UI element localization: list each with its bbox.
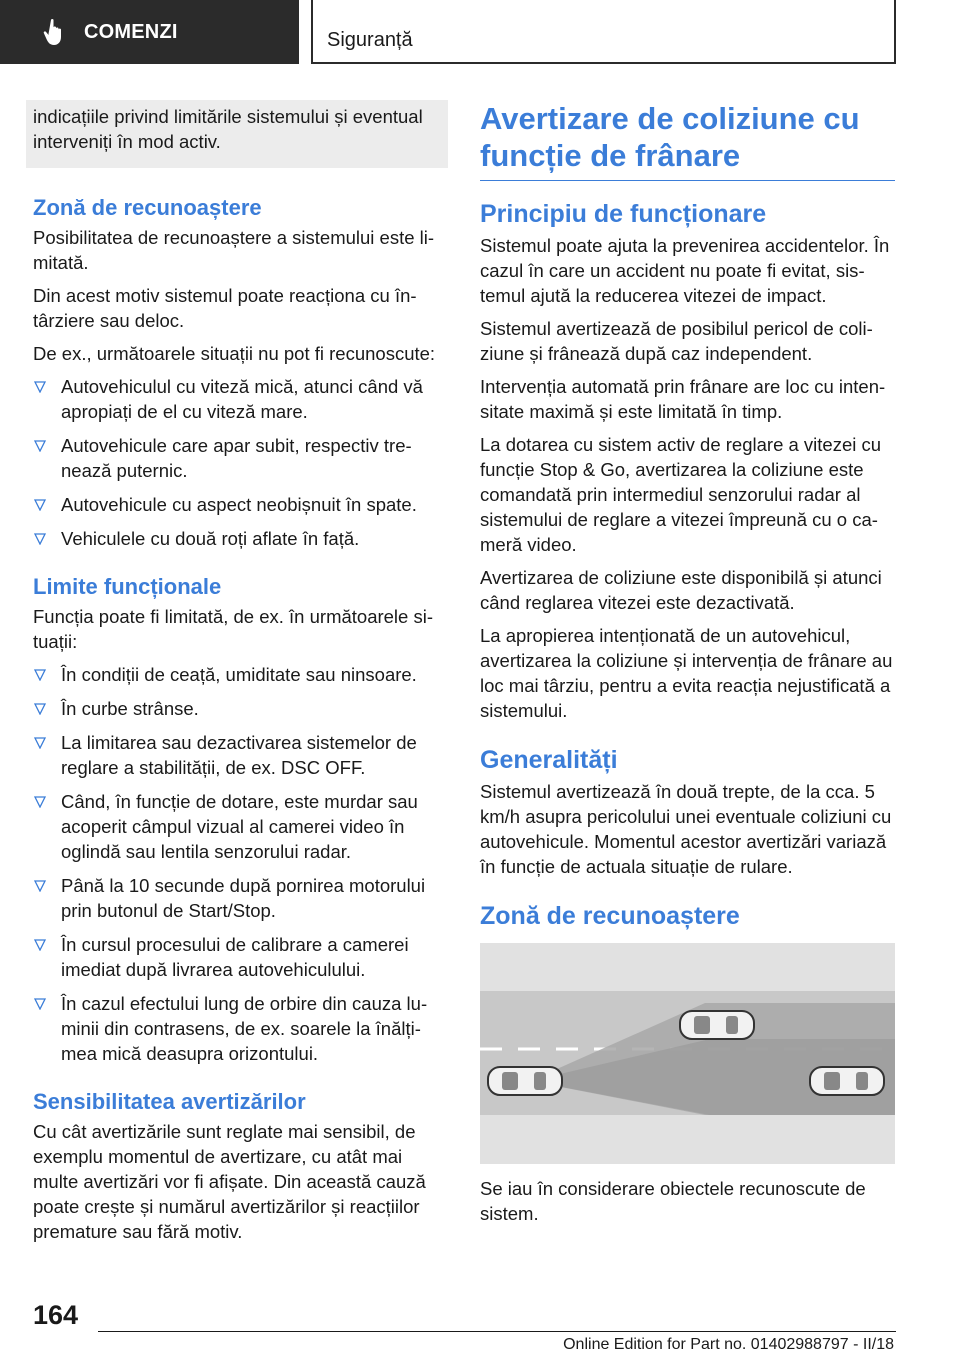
principle-paragraph: La dotarea cu sistem activ de reglare a vitezei cu funcție Stop & Go, avertizarea la coliziune este comandată prin intermediul senzorului radar al sistemului de reglare a vitezei împreună cu o cameră video. (480, 434, 882, 555)
edition-text: Online Edition for Part no. 01402988797 - II/18 (563, 1336, 894, 1353)
recognition-zone-figure (480, 943, 895, 1164)
intro-note-box (26, 100, 448, 168)
list-item: Până la 10 secunde după pornirea motorului prin butonul de Start/Stop. (33, 873, 448, 923)
figure-caption: Se iau în considerare obiectele recunoscute de sistem. (480, 1178, 866, 1224)
principle-paragraph: Sistemul avertizează de posibilul pericol de coliziune și frânează după caz independent. (480, 318, 873, 364)
triangle-bullet-icon (34, 880, 46, 892)
sensitivity-paragraph: Cu cât avertizările sunt reglate mai sensibil, de exemplu momentul de avertizare, cu atât mai multe avertizări vor fi afișate. Din această cauză poate crește și numărul avertizărilor și reacțiilor premature sau fără motiv. (33, 1121, 426, 1242)
recognition-list (33, 374, 448, 551)
principle-heading: Principiu de funcționare (480, 200, 767, 228)
recognition-paragraph: De ex., următoarele situații nu pot fi recunoscute: (33, 343, 436, 364)
car-icon (680, 1011, 754, 1039)
recognition-zone-heading: Zonă de recunoaștere (480, 902, 740, 930)
list-item: Autovehicule care apar subit, respectiv trenează puternic. (33, 433, 448, 483)
triangle-bullet-icon (34, 998, 46, 1010)
intro-text: indicațiile privind limitările sistemului și eventual interveniți în mod activ. (33, 106, 423, 152)
section-title: Siguranță (327, 29, 413, 51)
chapter-tab[interactable] (0, 0, 299, 64)
principle-paragraph: Avertizarea de coliziune este disponibilă și atunci când reglarea vitezei este dezactivată. (480, 567, 882, 613)
triangle-bullet-icon (34, 796, 46, 808)
list-item: Autovehicule cu aspect neobișnuit în spate. (33, 492, 448, 517)
triangle-bullet-icon (34, 381, 46, 393)
car-icon (488, 1067, 562, 1095)
list-item: În curbe strânse. (33, 696, 448, 721)
recognition-paragraph: Posibilitatea de recunoaștere a sistemului este limitată. (33, 227, 435, 273)
triangle-bullet-icon (34, 737, 46, 749)
triangle-bullet-icon (34, 939, 46, 951)
limits-paragraph: Funcția poate fi limitată, de ex. în următoarele situații: (33, 606, 434, 652)
chapter-title: COMENZI (84, 20, 178, 43)
limits-list (33, 662, 448, 1066)
recognition-paragraph: Din acest motiv sistemul poate reacționa cu întârziere sau deloc. (33, 285, 417, 331)
section-header (311, 0, 896, 64)
sensitivity-heading: Sensibilitatea avertizărilor (33, 1089, 306, 1114)
list-item: Vehiculele cu două roți aflate în față. (33, 526, 448, 551)
recognition-heading: Zonă de recunoaștere (33, 195, 262, 220)
road-illustration (480, 943, 895, 1164)
triangle-bullet-icon (34, 669, 46, 681)
footer-divider (98, 1331, 896, 1332)
left-column (33, 100, 448, 1252)
limits-heading: Limite funcționale (33, 574, 222, 599)
list-item: Când, în funcție de dotare, este murdar sau acoperit câmpul vizual al camerei video în oglindă sau lentila senzorului radar. (33, 789, 448, 864)
triangle-bullet-icon (34, 440, 46, 452)
right-column (480, 100, 895, 1234)
principle-paragraph: Sistemul poate ajuta la prevenirea accidentelor. În cazul în care un accident nu poate fi evitat, sistemul ajută la reducerea vitezei de impact. (480, 235, 890, 306)
page-title: Avertizare de coliziune cu funcție de frânare (480, 100, 895, 181)
principle-paragraph: Intervenția automată prin frânare are loc cu intensitate maximă și este limitată în timp. (480, 376, 886, 422)
hand-pointer-icon (38, 17, 68, 47)
triangle-bullet-icon (34, 703, 46, 715)
list-item: Autovehiculul cu viteză mică, atunci când vă apropiați de el cu viteză mare. (33, 374, 448, 424)
list-item: La limitarea sau dezactivarea sistemelor de reglare a stabilității, de ex. DSC OFF. (33, 730, 448, 780)
list-item: În cazul efectului lung de orbire din cauza luminii din contrasens, de ex. soarele la înălțimea mică deasupra orizontului. (33, 991, 448, 1066)
general-heading: Generalități (480, 746, 618, 774)
list-item: În condiții de ceață, umiditate sau ninsoare. (33, 662, 448, 687)
page-number: 164 (33, 1300, 79, 1330)
triangle-bullet-icon (34, 533, 46, 545)
general-paragraph: Sistemul avertizează în două trepte, de la cca. 5 km/h asupra pericolului unei eventuale coliziuni cu autovehicule. Momentul acestor avertizări variază în funcție de actuala situație de rulare. (480, 781, 892, 877)
triangle-bullet-icon (34, 499, 46, 511)
car-icon (810, 1067, 884, 1095)
principle-paragraph: La apropierea intenționată de un autovehicul, avertizarea la coliziune și intervenția de frânare au loc mai târziu, pentru a evita reacția nejustificată a sistemului. (480, 625, 893, 721)
list-item: În cursul procesului de calibrare a camerei imediat după livrarea autovehiculului. (33, 932, 448, 982)
